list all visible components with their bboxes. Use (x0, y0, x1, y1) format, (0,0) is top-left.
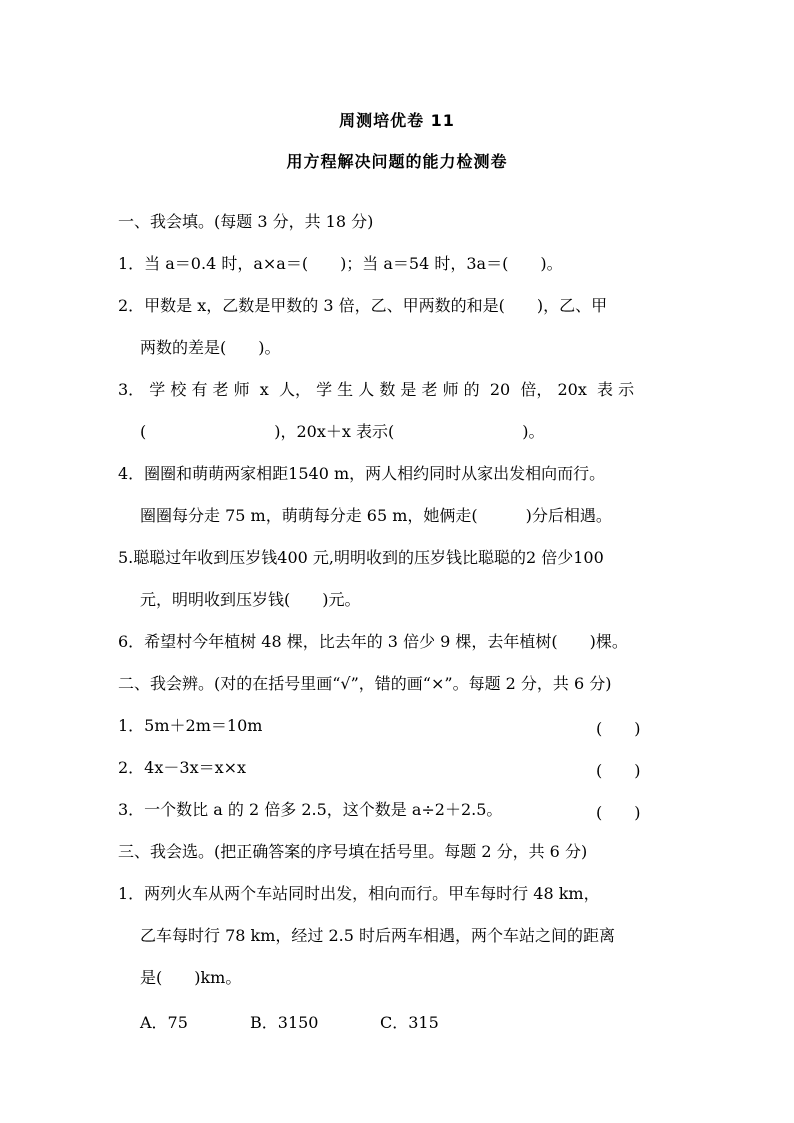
section1-header: 一、我会填。(每题 3 分，共 18 分) (118, 212, 374, 231)
s2-q1-answer-bracket: ( ) (596, 719, 641, 738)
s1-q4-line2: 圈圈每分走 75 m，萌萌每分走 65 m，她俩走( )分后相遇。 (140, 506, 612, 525)
s3-q1-line2: 乙车每时行 78 km，经过 2.5 时后两车相遇，两个车站之间的距离 (140, 926, 616, 945)
section2-header: 二、我会辨。(对的在括号里画“√”，错的画“×”。每题 2 分，共 6 分) (118, 674, 612, 693)
s3-q1-line3: 是( )km。 (140, 968, 242, 987)
s2-q1: 1．5m＋2m＝10m (118, 716, 263, 735)
s2-q2-answer-bracket: ( ) (596, 761, 641, 780)
s3-q1-option-a: A．75 (140, 1013, 188, 1032)
page-title: 周测培优卷 11 (339, 111, 455, 130)
s1-q3-line1: 3． 学 校 有 老 师 x 人， 学 生 人 数 是 老 师 的 20 倍， 20x 表 示 (118, 380, 635, 399)
s2-q3-answer-bracket: ( ) (596, 803, 641, 822)
s2-q2: 2．4x－3x＝x×x (118, 758, 247, 777)
s1-q4-line1: 4．圈圈和萌萌两家相距1540 m，两人相约同时从家出发相向而行。 (118, 464, 606, 483)
s3-q1-line1: 1．两列火车从两个车站同时出发，相向而行。甲车每时行 48 km， (118, 884, 600, 903)
s1-q6: 6．希望村今年植树 48 棵，比去年的 3 倍少 9 棵，去年植树( )棵。 (118, 632, 628, 651)
section3-header: 三、我会选。(把正确答案的序号填在括号里。每题 2 分，共 6 分) (118, 842, 588, 861)
s1-q2-line1: 2．甲数是 x，乙数是甲数的 3 倍，乙、甲两数的和是( )，乙、甲 (118, 296, 608, 315)
s1-q5-line1: 5.聪聪过年收到压岁钱400 元,明明收到的压岁钱比聪聪的2 倍少100 (118, 548, 604, 567)
s1-q3-line2: ( )，20x＋x 表示( )。 (140, 422, 545, 441)
s2-q3: 3．一个数比 a 的 2 倍多 2.5，这个数是 a÷2＋2.5。 (118, 800, 503, 819)
s1-q2-line2: 两数的差是( )。 (140, 338, 281, 357)
s3-q1-option-b: B．3150 (250, 1013, 319, 1032)
s1-q1: 1．当 a＝0.4 时，a×a＝( )；当 a＝54 时，3a＝( )。 (118, 254, 563, 273)
s3-q1-option-c: C．315 (380, 1013, 439, 1032)
page-subtitle: 用方程解决问题的能力检测卷 (286, 152, 508, 171)
s1-q5-line2: 元，明明收到压岁钱( )元。 (140, 590, 361, 609)
